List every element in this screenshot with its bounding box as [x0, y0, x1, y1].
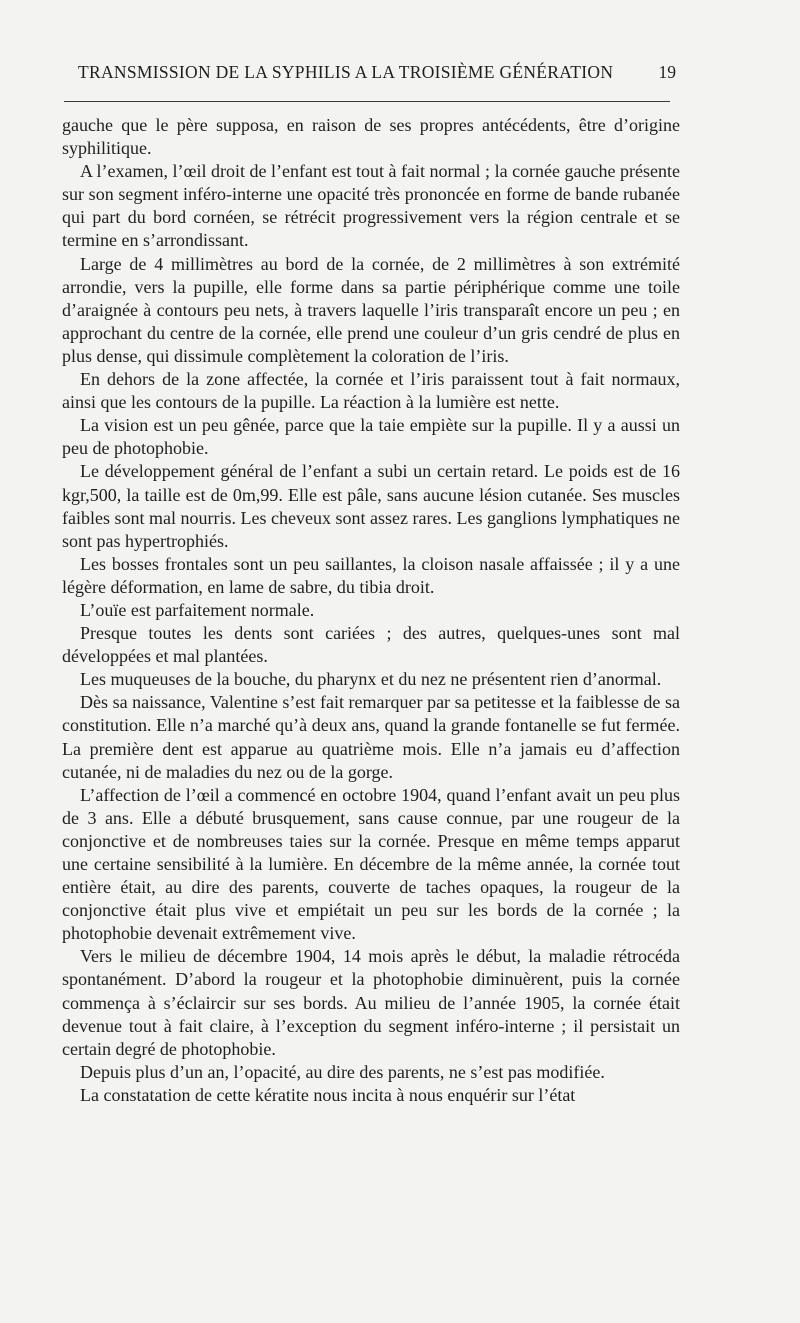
paragraph: Les bosses frontales sont un peu saillantes, la cloison nasale affaissée ; il y a une légère déformation, en lame de sabre, du tibia droit. [62, 553, 680, 597]
paragraph: Les muqueuses de la bouche, du pharynx et du nez ne présentent rien d’anormal. [80, 669, 662, 690]
paragraph: Presque toutes les dents sont cariées ; des autres, quelques-unes sont mal développées et mal plantées. [62, 623, 680, 667]
paragraph: La constatation de cette kératite nous incita à nous enquérir sur l’état [80, 1084, 576, 1105]
paragraph: L’affection de l’œil a commencé en octobre 1904, quand l’enfant avait un peu plus de 3 ans. Elle a débuté brusquement, sans cause connue, par une rougeur de la conjonctive et de nombreuses taies sur la cornée. Presque en même temps apparut une certaine sensibilité à la lumière. En décembre de la même année, la cornée tout entière était, au dire des parents, couverte de taches opaques, la rougeur de la conjonctive était plus vive et empiétait un peu sur les bords de la cornée ; la photophobie devenait extrêmement vive. [62, 784, 680, 944]
paragraph: Large de 4 millimètres au bord de la cornée, de 2 millimètres à son extrémité arrondie, vers la pupille, elle forme dans sa partie périphérique comme une toile d’araignée à contours peu nets, à travers laquelle l’iris transparaît encore un peu ; en approchant du centre de la cornée, elle prend une couleur d’un gris cendré de plus en plus dense, qui dissimule complètement la coloration de l’iris. [62, 253, 680, 366]
paragraph: La vision est un peu gênée, parce que la taie empiète sur la pupille. Il y a aussi un peu de photophobie. [62, 415, 680, 459]
paragraph: En dehors de la zone affectée, la cornée et l’iris paraissent tout à fait normaux, ainsi que les contours de la pupille. La réaction à la lumière est nette. [62, 369, 680, 413]
paragraph: L’ouïe est parfaitement normale. [80, 599, 315, 620]
paragraph: Le développement général de l’enfant a subi un certain retard. Le poids est de 16 kgr,500, la taille est de 0m,99. Elle est pâle, sans aucune lésion cutanée. Ses muscles faibles sont mal nourris. Les cheveux sont assez rares. Les ganglions lymphatiques ne sont pas hypertrophiés. [62, 461, 680, 551]
paragraph: gauche que le père supposa, en raison de ses propres antécédents, être d’origine syphilitique. [62, 115, 680, 159]
page-number: 19 [658, 62, 676, 82]
paragraph: Depuis plus d’un an, l’opacité, au dire des parents, ne s’est pas modifiée. [80, 1061, 605, 1082]
body-text [62, 114, 680, 1107]
header-rule [64, 101, 670, 102]
page-header [64, 62, 676, 88]
paragraph: Dès sa naissance, Valentine s’est fait remarquer par sa petitesse et la faiblesse de sa constitution. Elle n’a marché qu’à deux ans, quand la grande fontanelle se fut fermée. La première dent est apparue au quatrième mois. Elle n’a jamais eu d’affection cutanée, ni de maladies du nez ou de la gorge. [62, 692, 680, 782]
paragraph: A l’examen, l’œil droit de l’enfant est tout à fait normal ; la cornée gauche présente sur son segment inféro-interne une opacité très prononcée en forme de bande rubanée qui part du bord cornéen, se rétrécit progressivement vers la région centrale et se termine en s’arrondissant. [62, 161, 680, 251]
running-title: TRANSMISSION DE LA SYPHILIS A LA TROISIÈME GÉNÉRATION [78, 62, 614, 82]
paragraph: Vers le milieu de décembre 1904, 14 mois après le début, la maladie rétrocéda spontanément. D’abord la rougeur et la photophobie diminuèrent, puis la cornée commença à s’éclaircir sur ses bords. Au milieu de l’année 1905, la cornée était devenue tout à fait claire, à l’exception du segment inféro-interne ; il persistait un certain degré de photophobie. [62, 946, 680, 1059]
